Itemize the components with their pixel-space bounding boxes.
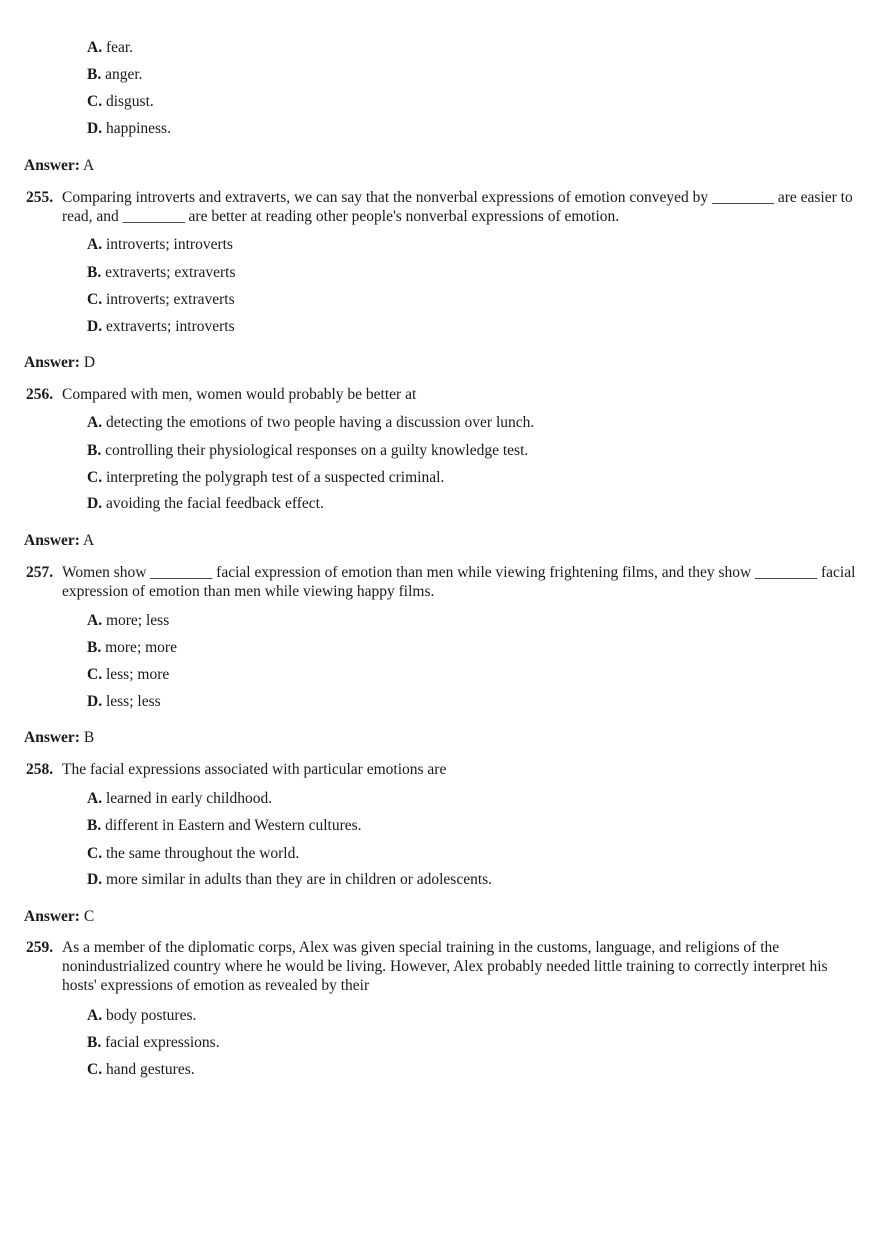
q256-option-a: A. detecting the emotions of two people having a discussion over lunch. (87, 414, 535, 431)
question-number: 259. (26, 939, 54, 956)
q259-option-c: C. hand gestures. (87, 1061, 195, 1078)
question-text: As a member of the diplomatic corps, Alex was given special training in the customs, language, and religions of the nonindustrialized country where he would be living. However, Alex probably needed little training to correctly interpret his hosts' expressions of emotion as revealed by their (62, 939, 828, 994)
q259-question (26, 938, 866, 995)
q256-option-b: B. controlling their physiological responses on a guilty knowledge test. (87, 442, 529, 459)
q259-option-a: A. body postures. (87, 1007, 197, 1024)
q254-option-d: D. happiness. (87, 120, 171, 137)
q257-option-d: D. less; less (87, 693, 161, 710)
q259-option-b: B. facial expressions. (87, 1034, 220, 1051)
q257-option-c: C. less; more (87, 666, 170, 683)
q255-answer: Answer: D (24, 354, 96, 371)
q254-answer: Answer: A (24, 157, 95, 174)
q258-option-b: B. different in Eastern and Western cultures. (87, 817, 362, 834)
q258-question (26, 760, 866, 779)
q257-option-a: A. more; less (87, 612, 170, 629)
q254-option-b: B. anger. (87, 66, 143, 83)
question-text: The facial expressions associated with particular emotions are (62, 761, 447, 778)
q258-option-c: C. the same throughout the world. (87, 845, 300, 862)
q254-option-a: A. fear. (87, 39, 134, 56)
question-text: Compared with men, women would probably be better at (62, 386, 417, 403)
question-number: 257. (26, 564, 54, 581)
q255-option-b: B. extraverts; extraverts (87, 264, 236, 281)
question-text: Women show ________ facial expression of emotion than men while viewing frightening films, and they show ________ facial expression of emotion than men while viewing happy films. (62, 564, 856, 600)
q257-option-b: B. more; more (87, 639, 177, 656)
question-text: Comparing introverts and extraverts, we can say that the nonverbal expressions of emotion conveyed by ________ are easier to read, and ________ are better at reading other people's nonverbal expressions of emotion. (62, 189, 853, 225)
q257-answer: Answer: B (24, 729, 95, 746)
question-number: 256. (26, 386, 54, 403)
q254-option-c: C. disgust. (87, 93, 154, 110)
q258-option-a: A. learned in early childhood. (87, 790, 273, 807)
q255-option-d: D. extraverts; introverts (87, 318, 235, 335)
q255-option-a: A. introverts; introverts (87, 236, 233, 253)
q256-option-d: D. avoiding the facial feedback effect. (87, 495, 324, 512)
q257-question (26, 563, 866, 601)
question-number: 258. (26, 761, 54, 778)
q255-option-c: C. introverts; extraverts (87, 291, 235, 308)
q256-answer: Answer: A (24, 532, 95, 549)
q256-question (26, 385, 866, 404)
q258-answer: Answer: C (24, 908, 95, 925)
q256-option-c: C. interpreting the polygraph test of a suspected criminal. (87, 469, 445, 486)
question-number: 255. (26, 189, 54, 206)
q258-option-d: D. more similar in adults than they are in children or adolescents. (87, 871, 493, 888)
q255-question (26, 188, 866, 226)
